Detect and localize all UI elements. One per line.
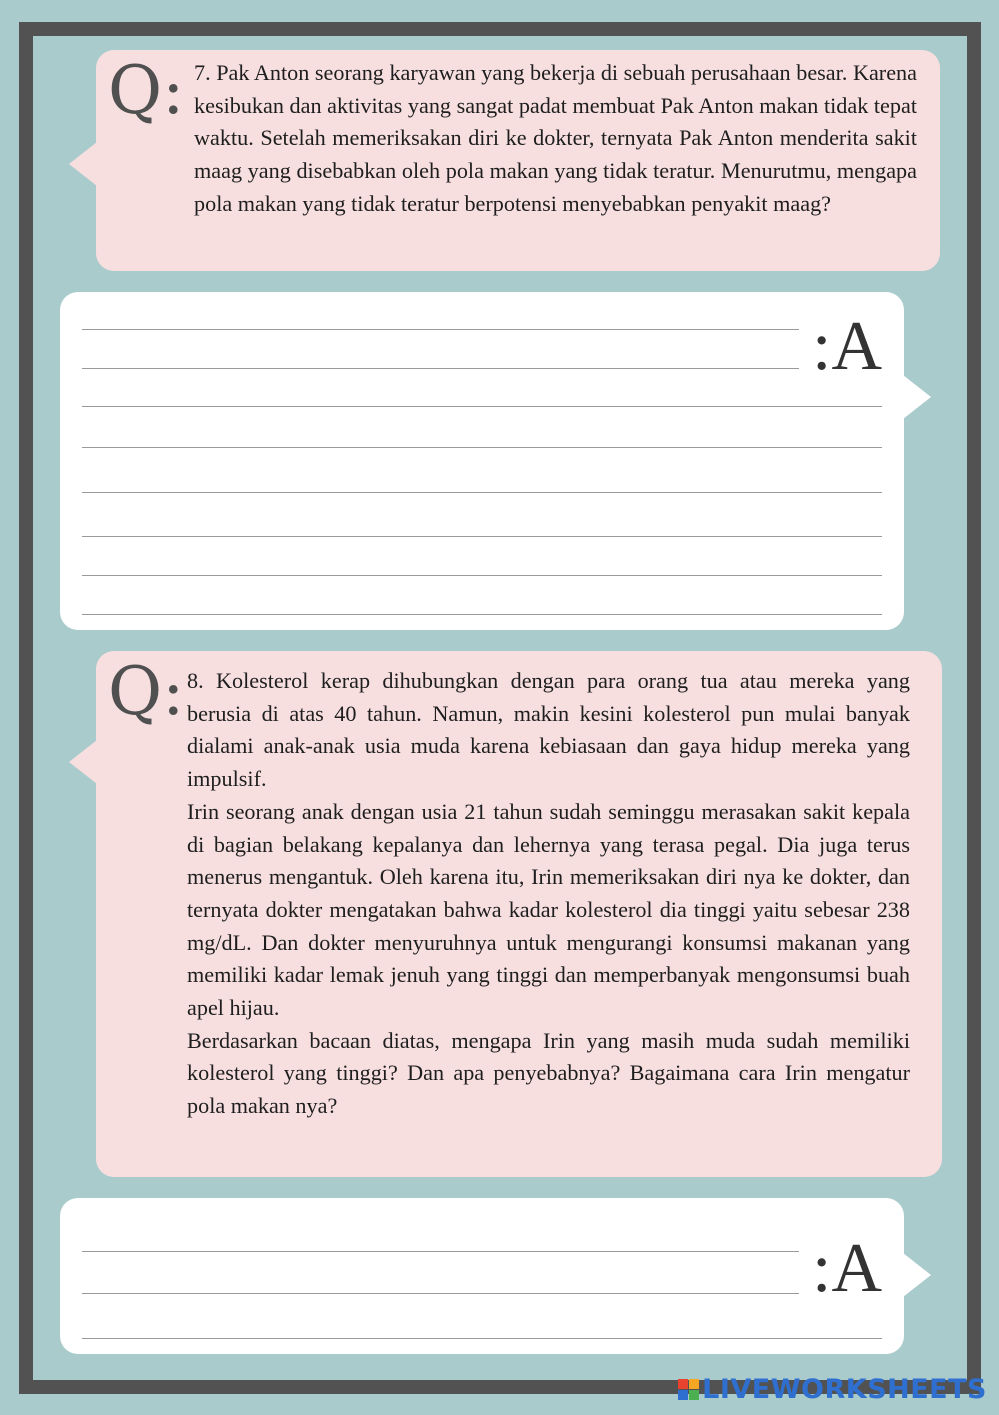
answer-line [82,1251,799,1252]
answer-8-box[interactable] [60,1198,904,1354]
answer-line [82,614,882,615]
answer-7-box[interactable] [60,292,904,630]
question-8-bubble [96,651,942,1177]
answer-line [82,1293,799,1294]
question-marker: Q: [108,52,185,129]
question-marker: Q: [108,653,185,730]
bubble-tail [69,740,97,784]
answer-line [82,368,799,369]
question-paragraph: 7. Pak Anton seorang karyawan yang bekerja di sebuah perusahaan besar. Karena kesibukan dan aktivitas yang sangat padat membuat Pak Anton makan tidak tepat waktu. Setelah memeriksakan diri ke dokter, ternyata Pak Anton menderita sakit maag yang disebabkan oleh pola makan yang tidak teratur. Menurutmu, mengapa pola makan yang tidak teratur berpotensi menyebabkan penyakit maag? [194,60,917,216]
question-text [194,57,917,221]
bubble-tail [903,1253,931,1297]
liveworksheets-logo-icon [678,1379,699,1400]
question-paragraph: Berdasarkan bacaan diatas, mengapa Irin yang masih muda sudah memiliki kolesterol yang tinggi? Dan apa penyebabnya? Bagaimana cara Irin mengatur pola makan nya? [187,1027,910,1119]
liveworksheets-logo[interactable] [678,1374,987,1405]
answer-line [82,1338,882,1339]
brand-text: LIVEWORKSHEETS [702,1374,987,1405]
answer-line [82,536,882,537]
answer-line [82,492,882,493]
question-paragraph: 8. Kolesterol kerap dihubungkan dengan para orang tua atau mereka yang berusia di atas 40 tahun. Namun, makin kesini kolesterol pun mulai banyak dialami anak-anak usia muda karena kebiasaan dan gaya hidup mereka yang impulsif. [187,668,910,792]
answer-line [82,406,882,407]
bubble-tail [903,375,931,419]
answer-line [82,447,882,448]
answer-marker: :A [812,1230,882,1307]
bubble-tail [69,142,97,186]
answer-line [82,329,799,330]
answer-line [82,575,882,576]
answer-marker: :A [812,308,882,385]
question-7-bubble [96,50,940,271]
question-text [187,665,910,1123]
question-paragraph: Irin seorang anak dengan usia 21 tahun sudah seminggu merasakan sakit kepala di bagian belakang kepalanya dan lehernya yang terasa pegal. Dia juga terus menerus mengantuk. Oleh karena itu, Irin memeriksakan diri nya ke dokter, dan ternyata dokter mengatakan bahwa kadar kolesterol dia tinggi yaitu sebesar 238 mg/dL. Dan dokter menyuruhnya untuk mengurangi konsumsi makanan yang memiliki kadar lemak jenuh yang tinggi dan memperbanyak mengonsumsi buah apel hijau. [187,798,910,1021]
